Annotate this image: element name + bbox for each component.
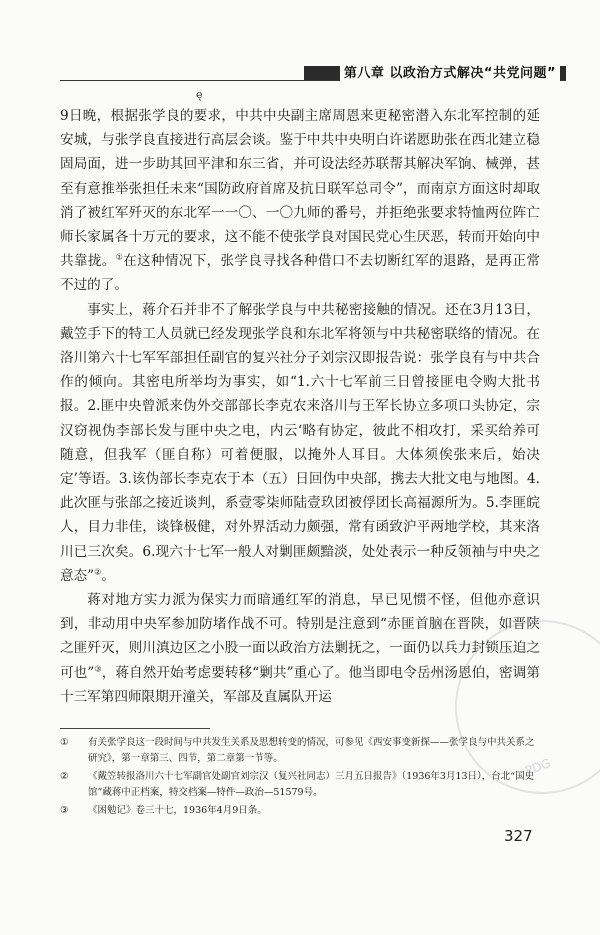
footnote-2 xyxy=(60,769,540,801)
footnote-ref: ③ xyxy=(94,664,102,674)
watermark-label: PDG xyxy=(523,756,553,778)
paragraph-text: 在这种情况下，张学良寻找各种借口不去切断红军的退路，是再正常不过的了。 xyxy=(60,253,541,294)
paragraph-text: 蒋对地方实力派为保实力而暗通红军的消息，早已见惯不怪，但他亦意识到，非动用中央军参加防堵作战不可。特别是注意到“赤匪首脑在晋陕，如晋陕之匪歼灭，则川滇边区之小股一面以政治方法剿抚之，一面仍以兵力封锁压迫之可也” xyxy=(60,592,540,681)
footnote-rule xyxy=(60,728,210,729)
paragraph-2 xyxy=(60,298,540,588)
running-title: 第八章 以政治方式解决“共党问题” xyxy=(340,62,560,81)
footnote-mark: ① xyxy=(60,737,69,748)
margin-mark: ę xyxy=(196,88,203,101)
footnote-mark: ③ xyxy=(60,805,69,816)
footnote-3 xyxy=(60,803,540,819)
footnote-mark: ② xyxy=(60,771,69,782)
paragraph-text: 。 xyxy=(101,567,115,584)
page-number: 327 xyxy=(504,827,533,845)
footnote-text: 《困勉记》卷三十七，1936年4月9日条。 xyxy=(88,805,267,816)
footnote-ref: ② xyxy=(94,567,102,577)
paragraph-1 xyxy=(60,104,540,298)
footnote-ref: ① xyxy=(115,252,124,262)
footnote-text: 《戴笠转报洛川六十七军副官处副官刘宗汉（复兴社同志）三月五日报告》（1936年3月13日），台北“国史馆”藏蒋中正档案，特交档案—特件—政治—51579号。 xyxy=(88,771,535,798)
paragraph-text: 事实上，蒋介石并非不了解张学良与中共秘密接触的情况。还在3月13日，戴笠手下的特工人员就已经发现张学良和东北军将领与中共秘密联络的情况。在洛川第六十七军军部担任副官的复兴社分子刘宗汉即报告说：张学良有与中共合作的倾向。其密电所举均为事实，如“1.六十七军前三日曾接匪电令购大批书报。2.匪中央曾派来伪外交部部长李克农来洛川与王军长协立多项口头协定，宗汉窃视伪李部长发与匪中央之电，内云‘略有协定，彼此不相攻打，采买给养可随意，但我军（匪自称）可着便服，以掩外人耳目。大体须俟张来后，始决定’等语。3.该伪部长李克农于本（五）日回伪中央部，携去大批文电与地图。4.此次匪与张部之接近谈判，系壹零柒师陆壹玖团被俘团长高福源所为。5.李匪皖人，目力非佳，谈锋极健，对外界活动力颇强，常有函致沪平两地学校，其来洛川已三次矣。6.现六十七军一般人对剿匪颇黯淡，处处表示一种反领袖与中央之意态” xyxy=(60,301,540,584)
paragraph-text: ，蒋自然开始考虑要转移“剿共”重心了。他当即电令岳州汤恩伯，密调第十三军第四师限期开潼关，军部及直属队开运 xyxy=(60,664,540,705)
body-text xyxy=(60,104,540,709)
paragraph-text: 9日晚，根据张学良的要求，中共中央副主席周恩来更秘密潜入东北军控制的延安城，与张学良直接进行高层会谈。鉴于中共中央明白许诺愿助张在西北建立稳固局面，进一步助其回平津和东三省，并可设法经苏联帮其解决军饷、械弹，甚至有意推举张担任未来“国防政府首席及抗日联军总司令”，而南京方面这时却取消了被红军歼灭的东北军一一〇、一〇九师的番号，并拒绝张要求特恤两位阵亡师长家属各十万元的要求，这不能不使张学良对国民党心生厌恶，转而开始向中共靠拢。 xyxy=(60,108,540,270)
footnote-text: 有关张学良这一段时间与中共发生关系及思想转变的情况，可参见《西安事变新探——张学良与中共关系之研究》，第一章第三、四节，第二章第一节等。 xyxy=(88,737,535,764)
